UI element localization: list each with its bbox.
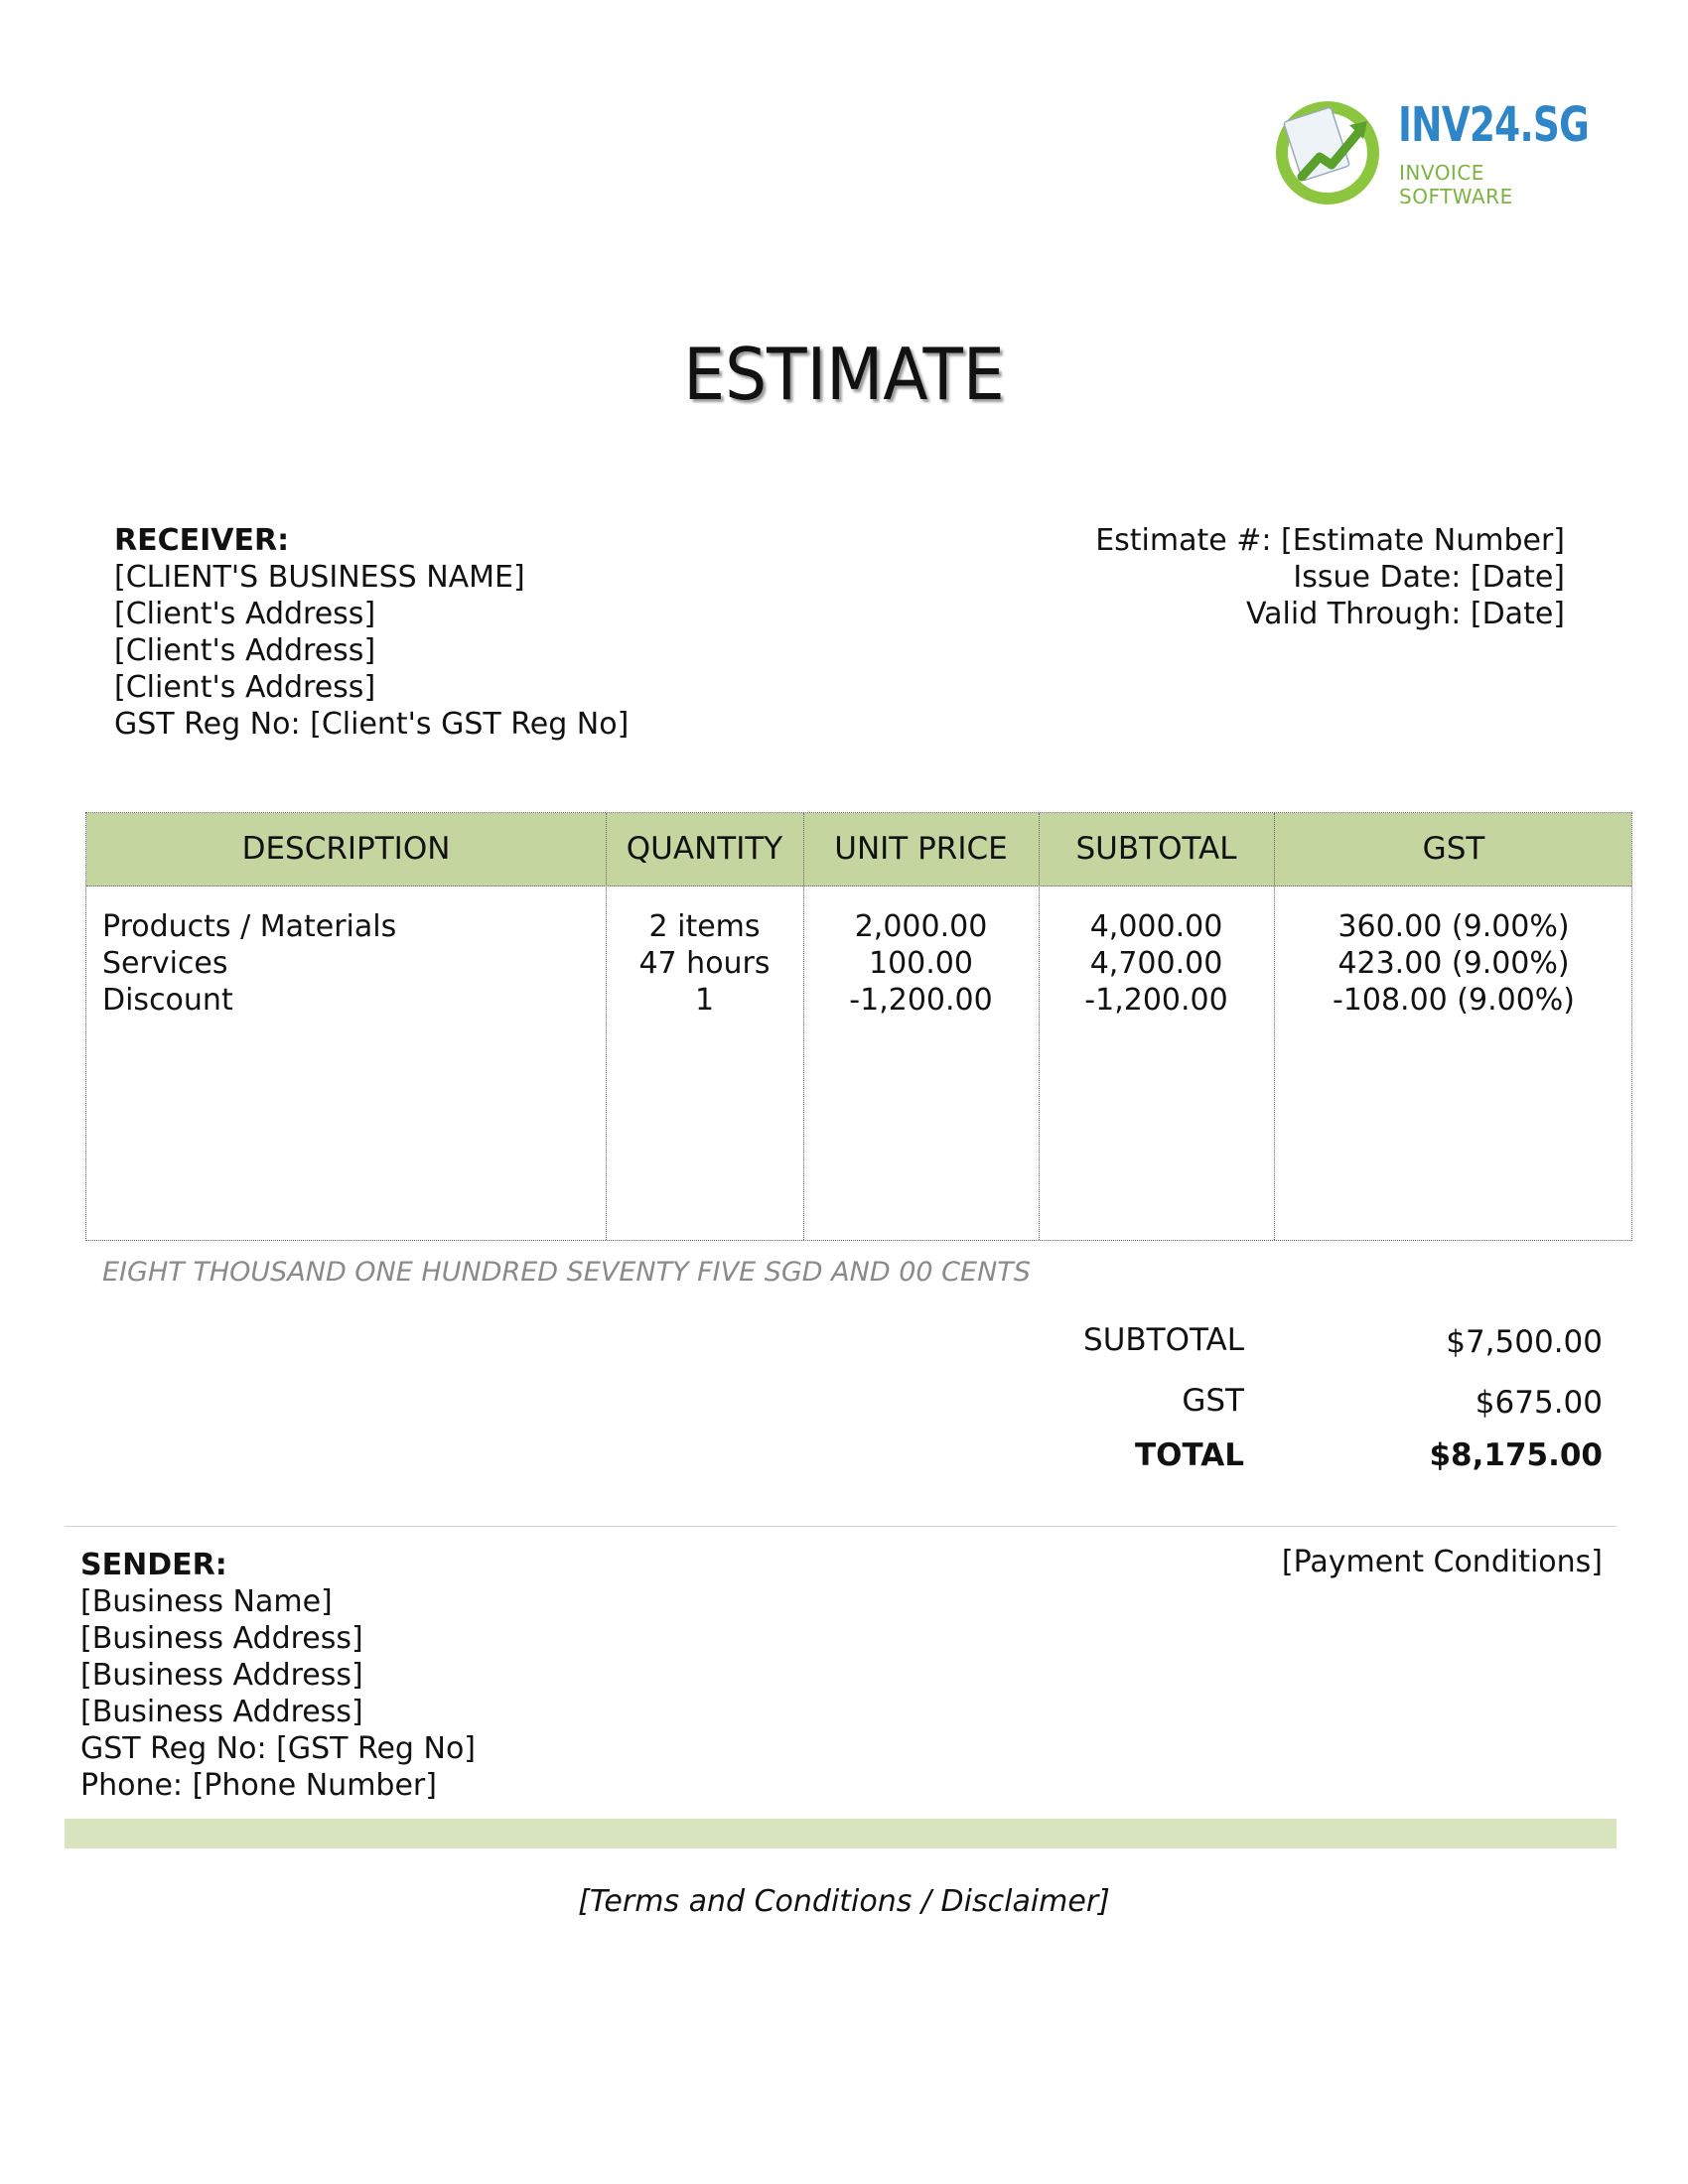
table-cell-description: Products / Materials [102, 909, 397, 944]
estimate-meta [1095, 522, 1565, 632]
description-column [102, 908, 396, 1019]
logo-tagline: INVOICE SOFTWARE [1399, 161, 1513, 208]
table-cell-description: Services [102, 946, 228, 981]
table-cell-subtotal: 4,000.00 [1089, 909, 1223, 944]
table-cell-gst: 423.00 (9.00%) [1337, 946, 1570, 981]
sender-address-1: [Business Address] [80, 1621, 363, 1656]
header-subtotal: SUBTOTAL [1075, 831, 1237, 867]
table-cell-subtotal: -1,200.00 [1084, 983, 1228, 1018]
table-cell-quantity: 1 [694, 983, 715, 1018]
table-cell-quantity: 47 hours [638, 946, 771, 981]
sender-address-3: [Business Address] [80, 1695, 363, 1729]
table-cell-gst: -108.00 (9.00%) [1332, 983, 1576, 1018]
sender-heading: SENDER: [80, 1548, 227, 1582]
table-cell-unit-price: -1,200.00 [849, 983, 993, 1018]
header-quantity: QUANTITY [626, 831, 783, 867]
table-cell-gst: 360.00 (9.00%) [1337, 909, 1570, 944]
receiver-address-2: [Client's Address] [114, 633, 376, 668]
header-description: DESCRIPTION [241, 831, 451, 867]
header-gst: GST [1422, 831, 1485, 867]
gst-value: $675.00 [1475, 1385, 1603, 1421]
table-cell-unit-price: 100.00 [869, 946, 973, 981]
unit-price-column [803, 908, 1039, 1019]
receiver-gst: GST Reg No: [Client's GST Reg No] [114, 707, 630, 742]
table-cell-unit-price: 2,000.00 [854, 909, 988, 944]
brand-logo [1274, 79, 1592, 208]
sender-gst: GST Reg No: [GST Reg No] [80, 1731, 477, 1766]
total-label: TOTAL [1135, 1437, 1244, 1473]
table-cell-quantity: 2 items [648, 909, 761, 944]
terms-disclaimer: [Terms and Conditions / Disclaimer] [578, 1884, 1110, 1919]
receiver-block [114, 522, 629, 743]
total-value: $8,175.00 [1429, 1437, 1603, 1473]
payment-conditions: [Payment Conditions] [1281, 1545, 1603, 1579]
sender-address-2: [Business Address] [80, 1658, 363, 1693]
items-table [85, 812, 1632, 1241]
subtotal-column [1039, 908, 1274, 1019]
document-title: ESTIMATE [683, 333, 1005, 416]
receiver-address-3: [Client's Address] [114, 670, 376, 705]
logo-wordmark: INV24.SG [1398, 97, 1590, 153]
receiver-heading: RECEIVER: [114, 523, 290, 558]
estimate-number: Estimate #: [Estimate Number] [1095, 523, 1565, 558]
receiver-business-name: [CLIENT'S BUSINESS NAME] [114, 560, 525, 595]
gst-column [1274, 908, 1633, 1019]
issue-date: Issue Date: [Date] [1293, 560, 1565, 595]
section-divider [65, 1526, 1617, 1527]
receiver-address-1: [Client's Address] [114, 597, 376, 631]
subtotal-value: $7,500.00 [1446, 1324, 1603, 1360]
amount-in-words: EIGHT THOUSAND ONE HUNDRED SEVENTY FIVE SGD AND 00 CENTS [102, 1257, 1031, 1288]
footer-band [65, 1819, 1617, 1848]
sender-business-name: [Business Name] [80, 1584, 333, 1619]
subtotal-label: SUBTOTAL [1083, 1322, 1244, 1358]
table-cell-description: Discount [102, 983, 233, 1018]
sender-phone: Phone: [Phone Number] [80, 1768, 437, 1803]
quantity-column [606, 908, 803, 1019]
sender-block [80, 1547, 476, 1804]
gst-label: GST [1182, 1383, 1244, 1419]
logo-chart-icon [1274, 99, 1381, 206]
valid-through: Valid Through: [Date] [1245, 597, 1565, 631]
table-cell-subtotal: 4,700.00 [1089, 946, 1223, 981]
header-unit-price: UNIT PRICE [834, 831, 1008, 867]
